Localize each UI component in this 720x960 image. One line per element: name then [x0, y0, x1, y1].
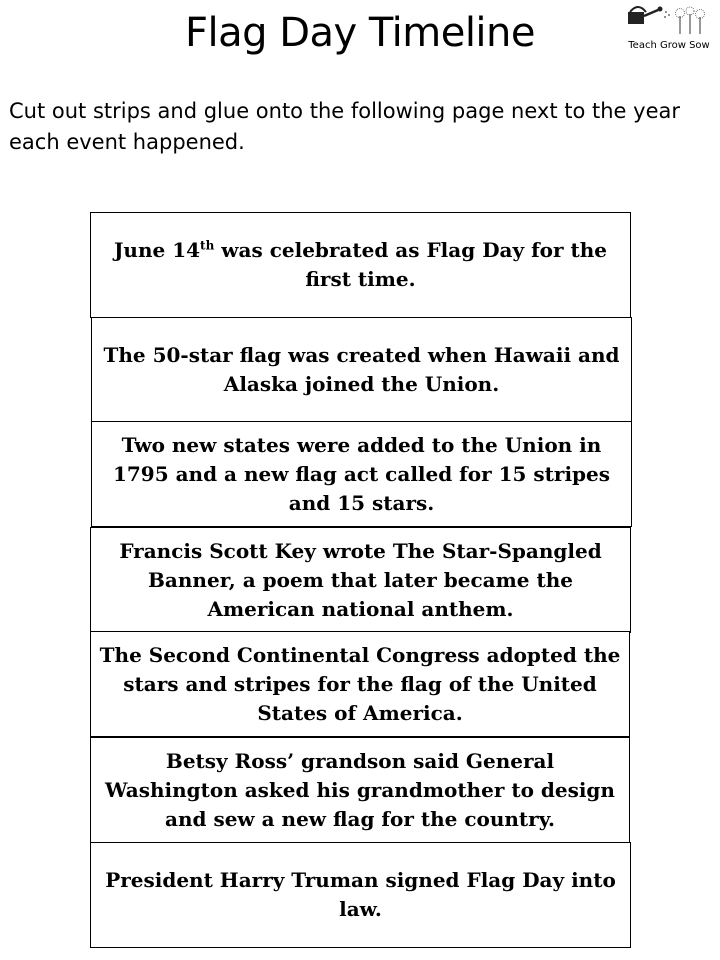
page-title: Flag Day Timeline [184, 10, 535, 56]
superscript: th [200, 238, 215, 253]
event-text: Two new states were added to the Union in 1795 and a new flag act called for 15 stripes and 15 stars. [112, 432, 611, 515]
event-strip [91, 317, 632, 423]
event-text: Betsy Ross’ grandson said General Washington asked his grandmother to design and sew a new flag for the country. [105, 748, 615, 831]
event-strip [90, 527, 631, 633]
event-strip [90, 212, 631, 318]
event-text-part: June 14 [113, 238, 201, 262]
event-strip [90, 631, 630, 737]
event-strip [90, 842, 631, 948]
instructions: Cut out strips and glue onto the following page next to the year each event happened. [9, 99, 680, 154]
event-text: President Harry Truman signed Flag Day into law. [105, 868, 616, 921]
event-text: The Second Continental Congress adopted the stars and stripes for the flag of the United States of America. [99, 642, 621, 725]
event-text: Francis Scott Key wrote The Star-Spangled Banner, a poem that later became the American national anthem. [119, 538, 602, 621]
event-text [99, 236, 622, 294]
event-strip [91, 421, 632, 527]
event-text-part: was celebrated as Flag Day for the first time. [214, 238, 608, 291]
event-strip [90, 737, 630, 843]
logo [614, 2, 720, 56]
logo-text: Teach Grow Sow [628, 40, 710, 51]
watering-can-dandelion-icon [622, 2, 718, 38]
event-text: The 50-star flag was created when Hawaii and Alaska joined the Union. [103, 343, 620, 396]
